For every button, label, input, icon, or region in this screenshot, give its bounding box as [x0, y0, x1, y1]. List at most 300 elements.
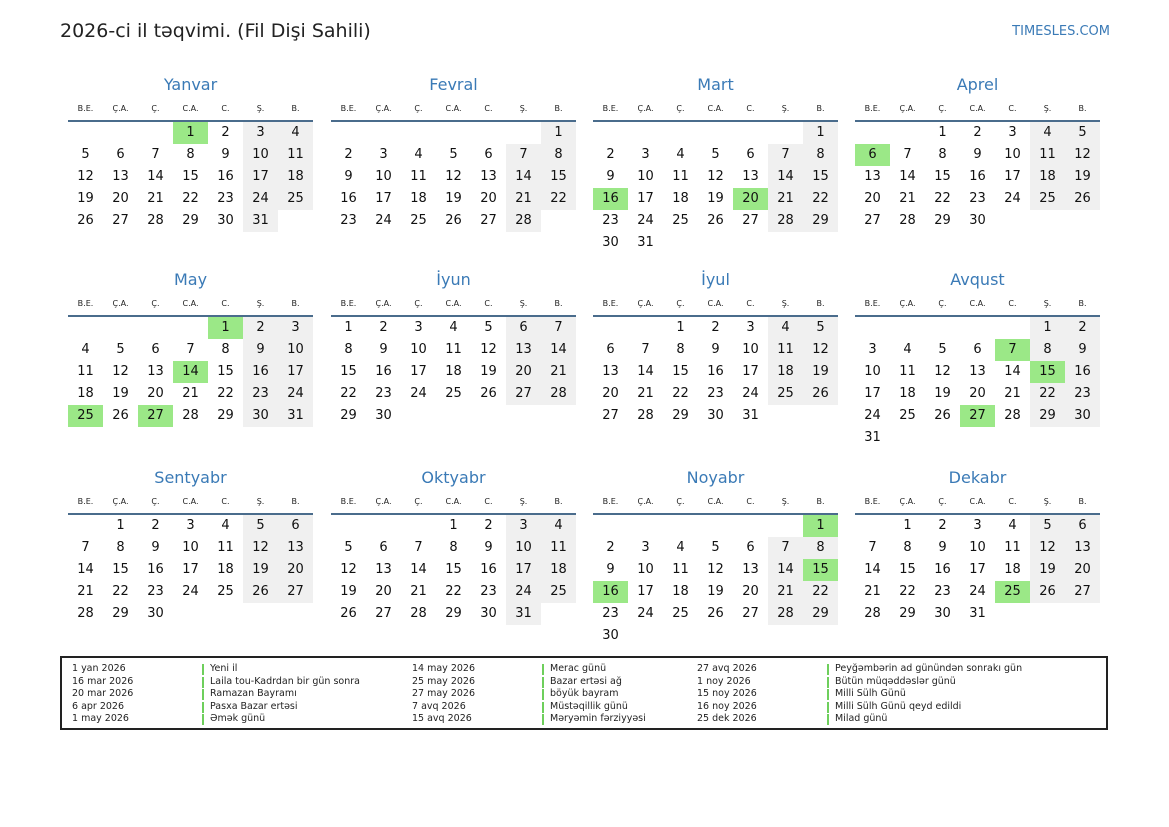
- weekday-label: Ç.: [938, 104, 947, 113]
- empty-cell: [855, 122, 890, 144]
- day-cell: 8: [541, 144, 576, 166]
- day-cell: 26: [1030, 581, 1065, 603]
- day-cell: 11: [445, 342, 462, 357]
- day-cell: 21: [768, 188, 803, 210]
- day-cell: 12: [803, 339, 838, 361]
- day-cell: 26: [243, 581, 278, 603]
- weekday-label: B.: [816, 497, 825, 506]
- day-cell: 10: [637, 562, 654, 577]
- day-cell: 12: [1030, 537, 1065, 559]
- weekday-label: C.A.: [445, 104, 462, 113]
- empty-cell: [890, 317, 925, 339]
- day-cell: 24: [375, 213, 392, 228]
- day-cell: 4: [278, 122, 313, 144]
- legend-row: [72, 688, 360, 701]
- day-cell: 12: [77, 169, 94, 184]
- empty-cell: [698, 515, 733, 537]
- day-cell: 8: [344, 342, 353, 357]
- day-cell: 25: [217, 584, 234, 599]
- empty-cell: [173, 317, 208, 339]
- legend-holiday-name: Laila tou-Kadrdan bir gün sonra: [210, 675, 360, 687]
- day-cell: 30: [217, 213, 234, 228]
- month-4: [855, 75, 1100, 232]
- month-11: [593, 468, 838, 647]
- day-cell: 29: [803, 210, 838, 232]
- day-cell: 27: [506, 383, 541, 405]
- day-cell: 8: [803, 144, 838, 166]
- day-cell: 16: [217, 169, 234, 184]
- legend-column-3: [697, 663, 1022, 726]
- day-cell: 22: [340, 386, 357, 401]
- empty-cell: [663, 515, 698, 537]
- weekday-label: B.: [1078, 299, 1087, 308]
- legend-row: [697, 688, 1022, 701]
- day-cell: 1: [803, 122, 838, 144]
- month-12: [855, 468, 1100, 625]
- legend-date: 6 apr 2026: [72, 700, 125, 712]
- legend-row: [412, 663, 646, 676]
- empty-cell: [733, 122, 768, 144]
- day-cell: 5: [344, 540, 353, 555]
- weekday-header: [331, 493, 576, 515]
- legend-row: [697, 713, 1022, 726]
- empty-cell: [855, 317, 890, 339]
- weekday-label: C.: [746, 299, 755, 308]
- day-cell: 24: [182, 584, 199, 599]
- empty-cell: [733, 515, 768, 537]
- empty-cell: [628, 317, 663, 339]
- day-cell: 18: [672, 191, 689, 206]
- day-cell: 25: [1030, 188, 1065, 210]
- day-cell: 17: [864, 386, 881, 401]
- day-cell: 23: [1065, 383, 1100, 405]
- day-cell: 26: [445, 213, 462, 228]
- day-cell: 29: [217, 408, 234, 423]
- legend-date: 27 may 2026: [412, 688, 476, 699]
- day-cell: 25: [899, 408, 916, 423]
- weekday-header: [593, 295, 838, 317]
- empty-cell: [995, 317, 1030, 339]
- day-cell: 14: [768, 559, 803, 581]
- empty-cell: [436, 122, 471, 144]
- weekday-label: C.: [746, 104, 755, 113]
- day-cell: 8: [221, 342, 230, 357]
- legend-row: [412, 713, 646, 726]
- day-cell: 19: [803, 361, 838, 383]
- day-cell: 11: [278, 144, 313, 166]
- day-cell: 15: [445, 562, 462, 577]
- day-cell: 22: [934, 191, 951, 206]
- legend-holiday-name: Peyğəmbərin ad günündən sonrakı gün: [835, 663, 1023, 674]
- day-cell: 15: [182, 169, 199, 184]
- day-cell: 23: [602, 606, 619, 621]
- empty-cell: [506, 122, 541, 144]
- weekday-label: Ç.: [151, 104, 160, 113]
- day-cell: 3: [414, 320, 423, 335]
- day-cell: 2: [606, 540, 615, 555]
- day-cell: 2: [243, 317, 278, 339]
- day-cell: 13: [112, 169, 129, 184]
- day-cell: 30: [969, 213, 986, 228]
- day-cell: 10: [1004, 147, 1021, 162]
- day-cell: 16: [480, 562, 497, 577]
- day-cell: 24: [864, 408, 881, 423]
- day-cell: 26: [803, 383, 838, 405]
- weekday-label: C.A.: [969, 104, 986, 113]
- day-cell: 31: [742, 408, 759, 423]
- day-cell: 5: [81, 147, 90, 162]
- day-cell: 28: [506, 210, 541, 232]
- day-cell: 22: [182, 191, 199, 206]
- day-cell: 18: [768, 361, 803, 383]
- day-cell: 4: [768, 317, 803, 339]
- weekday-label: Ş.: [781, 104, 790, 113]
- day-cell: 6: [116, 147, 125, 162]
- day-cell: 4: [676, 147, 685, 162]
- day-cell: 23: [707, 386, 724, 401]
- day-cell: 28: [77, 606, 94, 621]
- day-cell: 9: [606, 169, 615, 184]
- day-cell: 11: [410, 169, 427, 184]
- day-cell: 7: [768, 537, 803, 559]
- month-10: [331, 468, 576, 625]
- weekday-label: B.E.: [340, 299, 357, 308]
- day-cell: 22: [672, 386, 689, 401]
- day-cell: 27: [742, 606, 759, 621]
- day-grid: [593, 515, 838, 647]
- month-name: May: [173, 270, 208, 289]
- day-cell: 10: [410, 342, 427, 357]
- weekday-label: B.E.: [602, 299, 619, 308]
- day-cell: 11: [77, 364, 94, 379]
- day-cell: 29: [672, 408, 689, 423]
- day-cell: 9: [344, 169, 353, 184]
- day-cell: 24: [969, 584, 986, 599]
- day-cell: 21: [506, 188, 541, 210]
- day-cell: 12: [112, 364, 129, 379]
- day-cell: 4: [541, 515, 576, 537]
- day-cell: 16: [969, 169, 986, 184]
- legend-date: 7 avq 2026: [412, 700, 466, 712]
- day-cell: 17: [637, 584, 654, 599]
- holiday-day-cell: 1: [803, 515, 838, 537]
- weekday-label: C.A.: [707, 497, 724, 506]
- weekday-label: Ç.A.: [637, 104, 654, 113]
- day-cell: 3: [379, 147, 388, 162]
- empty-cell: [471, 122, 506, 144]
- day-cell: 8: [938, 147, 947, 162]
- month-2: [331, 75, 576, 232]
- weekday-label: Ç.: [414, 497, 423, 506]
- holiday-day-cell: 14: [173, 361, 208, 383]
- empty-cell: [138, 122, 173, 144]
- day-cell: 31: [278, 405, 313, 427]
- holiday-day-cell: 15: [803, 559, 838, 581]
- day-cell: 6: [484, 147, 493, 162]
- day-cell: 20: [278, 559, 313, 581]
- day-cell: 30: [1065, 405, 1100, 427]
- day-cell: 18: [1030, 166, 1065, 188]
- day-cell: 10: [375, 169, 392, 184]
- day-cell: 23: [969, 191, 986, 206]
- day-cell: 12: [445, 169, 462, 184]
- day-cell: 5: [711, 540, 720, 555]
- day-cell: 25: [445, 386, 462, 401]
- day-cell: 17: [243, 166, 278, 188]
- day-cell: 15: [340, 364, 357, 379]
- legend-date: 1 yan 2026: [72, 663, 126, 674]
- empty-cell: [138, 317, 173, 339]
- day-cell: 3: [868, 342, 877, 357]
- weekday-label: B.E.: [864, 497, 881, 506]
- day-cell: 27: [112, 213, 129, 228]
- day-cell: 20: [969, 386, 986, 401]
- day-cell: 10: [506, 537, 541, 559]
- day-cell: 1: [938, 125, 947, 140]
- day-cell: 13: [375, 562, 392, 577]
- day-cell: 1: [541, 122, 576, 144]
- weekday-label: C.: [221, 104, 230, 113]
- weekday-label: B.: [1078, 104, 1087, 113]
- day-cell: 2: [938, 518, 947, 533]
- month-name: Aprel: [956, 75, 999, 94]
- month-name: İyun: [436, 270, 471, 289]
- day-cell: 7: [641, 342, 650, 357]
- weekday-header: [593, 493, 838, 515]
- day-cell: 12: [243, 537, 278, 559]
- day-cell: 21: [147, 191, 164, 206]
- holiday-marker: [202, 677, 204, 688]
- weekday-label: C.: [746, 497, 755, 506]
- day-cell: 9: [484, 540, 493, 555]
- day-cell: 13: [278, 537, 313, 559]
- weekday-label: C.: [1008, 299, 1017, 308]
- holiday-day-cell: 27: [138, 405, 173, 427]
- weekday-label: C.A.: [707, 104, 724, 113]
- day-cell: 9: [1065, 339, 1100, 361]
- day-cell: 22: [445, 584, 462, 599]
- day-cell: 23: [934, 584, 951, 599]
- holiday-day-cell: 16: [593, 188, 628, 210]
- weekday-label: Ş.: [519, 497, 528, 506]
- day-cell: 24: [243, 188, 278, 210]
- month-6: [331, 270, 576, 427]
- weekday-label: B.E.: [77, 299, 94, 308]
- day-cell: 26: [77, 213, 94, 228]
- day-cell: 4: [221, 518, 230, 533]
- weekday-label: C.: [1008, 497, 1017, 506]
- day-cell: 27: [864, 213, 881, 228]
- legend-holiday-name: Milli Sülh Günü qeyd edildi: [835, 700, 962, 712]
- legend-row: [697, 676, 1022, 689]
- legend-holiday-name: Merac günü: [550, 663, 607, 674]
- weekday-header: [68, 100, 313, 122]
- day-cell: 22: [899, 584, 916, 599]
- weekday-label: Ç.A.: [899, 299, 916, 308]
- day-cell: 13: [864, 169, 881, 184]
- day-cell: 26: [480, 386, 497, 401]
- day-cell: 16: [340, 191, 357, 206]
- day-cell: 16: [243, 361, 278, 383]
- day-cell: 24: [742, 386, 759, 401]
- empty-cell: [593, 122, 628, 144]
- legend-row: [412, 701, 646, 714]
- day-cell: 14: [768, 166, 803, 188]
- day-cell: 2: [606, 147, 615, 162]
- empty-cell: [768, 122, 803, 144]
- day-cell: 3: [278, 317, 313, 339]
- legend-row: [72, 713, 360, 726]
- day-cell: 25: [410, 213, 427, 228]
- day-cell: 3: [1008, 125, 1017, 140]
- day-cell: 14: [147, 169, 164, 184]
- weekday-header: [855, 493, 1100, 515]
- day-cell: 5: [1030, 515, 1065, 537]
- day-cell: 3: [186, 518, 195, 533]
- day-cell: 28: [182, 408, 199, 423]
- weekday-label: C.A.: [969, 299, 986, 308]
- day-cell: 5: [116, 342, 125, 357]
- month-1: [68, 75, 313, 232]
- day-cell: 26: [340, 606, 357, 621]
- weekday-label: Ç.A.: [637, 299, 654, 308]
- legend-row: [412, 688, 646, 701]
- day-cell: 24: [637, 606, 654, 621]
- day-cell: 22: [112, 584, 129, 599]
- day-cell: 9: [606, 562, 615, 577]
- day-cell: 14: [541, 339, 576, 361]
- weekday-label: B.: [291, 497, 300, 506]
- day-cell: 7: [414, 540, 423, 555]
- legend-date: 27 avq 2026: [697, 663, 757, 674]
- day-cell: 1: [344, 320, 353, 335]
- empty-cell: [593, 515, 628, 537]
- weekday-label: Ş.: [519, 299, 528, 308]
- weekday-label: B.: [291, 104, 300, 113]
- day-grid: [855, 317, 1100, 449]
- empty-cell: [890, 122, 925, 144]
- brand-link[interactable]: TIMESLES.COM: [1012, 24, 1110, 39]
- legend-holiday-name: Məryəmin fərziyyəsi: [550, 713, 646, 724]
- day-cell: 20: [506, 361, 541, 383]
- day-grid: [593, 122, 838, 254]
- holiday-marker: [202, 689, 204, 700]
- weekday-label: B.: [816, 299, 825, 308]
- day-grid: [331, 515, 576, 625]
- day-cell: 22: [217, 386, 234, 401]
- day-cell: 20: [1065, 559, 1100, 581]
- day-cell: 23: [375, 386, 392, 401]
- day-cell: 6: [746, 540, 755, 555]
- empty-cell: [331, 122, 366, 144]
- legend-holiday-name: Müstəqillik günü: [550, 700, 628, 712]
- day-cell: 25: [541, 581, 576, 603]
- holiday-marker: [827, 714, 829, 725]
- weekday-label: C.A.: [707, 299, 724, 308]
- day-cell: 15: [934, 169, 951, 184]
- day-cell: 25: [278, 188, 313, 210]
- month-name: Avqust: [950, 270, 1005, 289]
- day-cell: 13: [147, 364, 164, 379]
- day-cell: 30: [602, 235, 619, 250]
- day-cell: 3: [641, 540, 650, 555]
- day-cell: 21: [768, 581, 803, 603]
- holiday-day-cell: 7: [995, 339, 1030, 361]
- legend-holiday-name: Əmək günü: [210, 713, 266, 724]
- day-cell: 12: [934, 364, 951, 379]
- day-cell: 22: [803, 188, 838, 210]
- day-cell: 25: [672, 606, 689, 621]
- day-cell: 19: [1065, 166, 1100, 188]
- day-cell: 2: [484, 518, 493, 533]
- day-cell: 6: [746, 147, 755, 162]
- day-cell: 8: [1030, 339, 1065, 361]
- holiday-marker: [202, 702, 204, 713]
- empty-cell: [103, 122, 138, 144]
- day-cell: 30: [480, 606, 497, 621]
- day-cell: 12: [1065, 144, 1100, 166]
- legend-holiday-name: böyük bayram: [550, 688, 619, 699]
- weekday-label: Ç.A.: [112, 104, 129, 113]
- day-cell: 31: [637, 235, 654, 250]
- weekday-label: B.: [291, 299, 300, 308]
- day-cell: 26: [1065, 188, 1100, 210]
- holiday-day-cell: 27: [960, 405, 995, 427]
- legend-row: [697, 701, 1022, 714]
- day-cell: 20: [602, 386, 619, 401]
- weekday-label: C.A.: [182, 299, 199, 308]
- day-cell: 30: [147, 606, 164, 621]
- day-cell: 7: [868, 540, 877, 555]
- day-cell: 21: [410, 584, 427, 599]
- weekday-label: B.E.: [864, 299, 881, 308]
- day-cell: 28: [1004, 408, 1021, 423]
- holiday-day-cell: 6: [855, 144, 890, 166]
- day-cell: 13: [742, 562, 759, 577]
- day-cell: 20: [147, 386, 164, 401]
- empty-cell: [401, 122, 436, 144]
- empty-cell: [855, 515, 890, 537]
- weekday-label: Ç.A.: [112, 497, 129, 506]
- month-name: Oktyabr: [421, 468, 486, 487]
- weekday-label: B.E.: [77, 104, 94, 113]
- weekday-header: [855, 295, 1100, 317]
- day-cell: 11: [1004, 540, 1021, 555]
- month-9: [68, 468, 313, 625]
- day-cell: 11: [672, 562, 689, 577]
- day-grid: [331, 122, 576, 232]
- day-cell: 24: [637, 213, 654, 228]
- day-cell: 3: [641, 147, 650, 162]
- day-cell: 1: [676, 320, 685, 335]
- holiday-marker: [542, 664, 544, 675]
- weekday-label: Ş.: [256, 299, 265, 308]
- day-cell: 14: [899, 169, 916, 184]
- day-grid: [855, 515, 1100, 625]
- day-cell: 30: [602, 628, 619, 643]
- day-cell: 19: [112, 386, 129, 401]
- day-cell: 20: [375, 584, 392, 599]
- day-cell: 9: [243, 339, 278, 361]
- day-cell: 5: [243, 515, 278, 537]
- weekday-label: Ç.: [151, 497, 160, 506]
- holiday-day-cell: 25: [995, 581, 1030, 603]
- day-cell: 18: [541, 559, 576, 581]
- day-cell: 17: [1004, 169, 1021, 184]
- month-7: [593, 270, 838, 427]
- day-cell: 3: [506, 515, 541, 537]
- day-cell: 27: [480, 213, 497, 228]
